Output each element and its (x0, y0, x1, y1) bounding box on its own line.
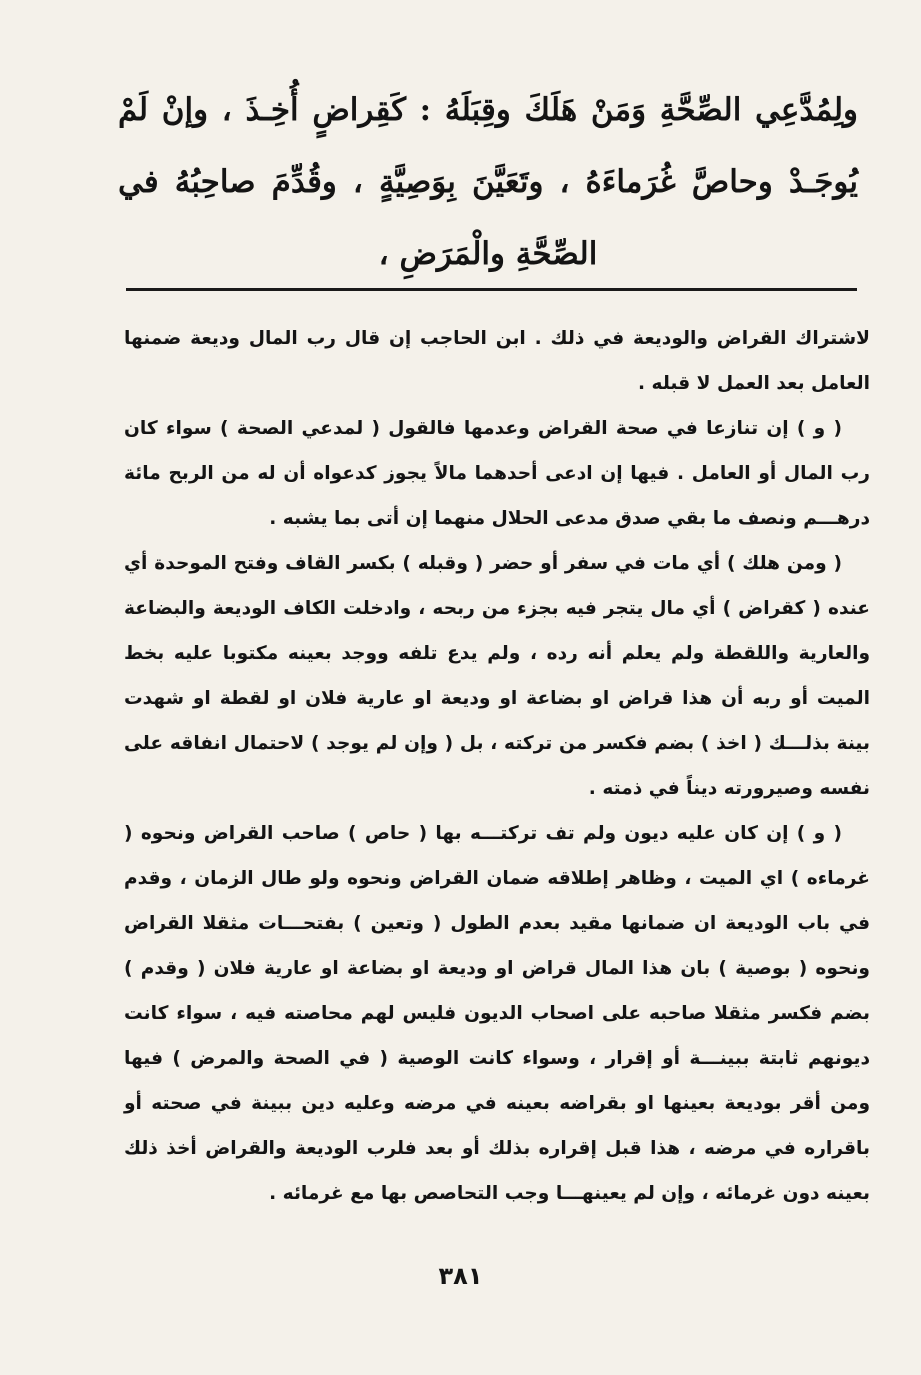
commentary-paragraph: ( و ) إن كان عليه ديون ولم تف تركتـــه بها ( حاص ) صاحب القراض ونحوه ( غرماءه ) اي الميت ، وظاهر إطلاقه ضمان القراض ونحوه ولو طال الزمان ، وقدم في باب الوديعة ان ضمانها مقيد بعدم الطول ( وتعين ) بفتحـــات مثقلا القراض ونحوه ( بوصية ) بان هذا المال قراض او وديعة او بضاعة او عارية فلان ( وقدم ) بضم فكسر مثقلا صاحبه على اصحاب الديون فليس لهم محاصته فيه ، سواء كانت ديونهم ثابتة ببينـــة أو إقرار ، وسواء كانت الوصية ( في الصحة والمرض ) فيها ومن أقر بوديعة بعينها او بقراضه بعينه في مرضه وعليه دين ببينة في صحته أو باقراره في مرضه ، هذا قبل إقراره بذلك أو بعد فلرب الوديعة والقراض أخذ ذلك بعينه دون غرمائه ، وإن لم يعينهـــا وجب التحاصص بها مع غرمائه . (124, 823, 870, 1204)
commentary-paragraph: لاشتراك القراض والوديعة في ذلك . ابن الحاجب إن قال رب المال وديعة ضمنها العامل بعد العمل لا قبله . (124, 328, 870, 394)
commentary-paragraph: ( ومن هلك ) أي مات في سفر أو حضر ( وقبله ) بكسر القاف وفتح الموحدة أي عنده ( كقراض ) أي مال يتجر فيه بجزء من ربحه ، وادخلت الكاف الوديعة والبضاعة والعارية واللقطة ولم يعلم أنه رده ، ولم يدع تلفه ووجد بعينه مكتوبا عليه بخط الميت أو ربه أن هذا قراض او بضاعة او وديعة او عارية فلان او لقطة او شهدت بينة بذلـــك ( اخذ ) بضم فكسر من تركته ، بل ( وإن لم يوجد ) لاحتمال انفاقه على نفسه وصيرورته ديناً في ذمته . (124, 553, 870, 799)
matn-text: ولِمُدَّعِي الصِّحَّةِ وَمَنْ هَلَكَ وقِبَلَهُ : كَقِراضٍ أُخِـذَ ، وإنْ لَمْ يُوجَـدْ وحاصَّ غُرَماءَهُ ، وتَعَيَّنَ بِوَصِيَّةٍ ، وقُدِّمَ صاحِبُهُ في الصِّحَّةِ والْمَرَضِ ، (118, 92, 858, 272)
commentary-paragraph: ( و ) إن تنازعا في صحة القراض وعدمها فالقول ( لمدعي الصحة ) سواء كان رب المال أو العامل . فيها إن ادعى أحدهما مالاً يجوز كدعواه أن له من الربح مائة درهـــم ونصف ما بقي صدق مدعى الحلال منهما إن أتى بما يشبه . (124, 418, 870, 529)
page-number: ٣٨١ (438, 1262, 483, 1290)
section-divider (126, 288, 857, 291)
commentary-body (124, 316, 870, 1216)
